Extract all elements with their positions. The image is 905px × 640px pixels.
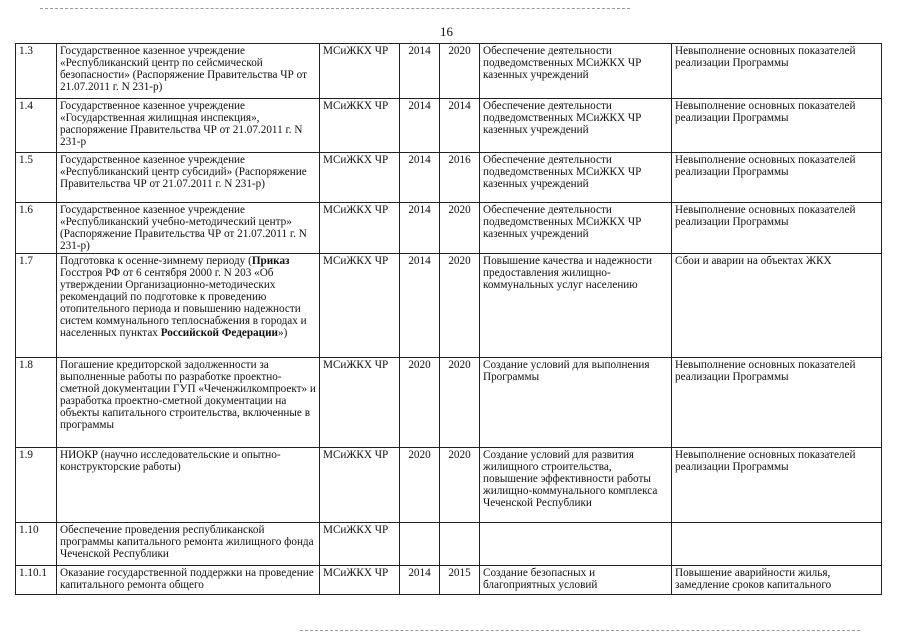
table-row	[16, 566, 882, 595]
consequence: Невыполнение основных показателей реализации Программы	[672, 358, 882, 448]
consequence: Невыполнение основных показателей реализации Программы	[672, 99, 882, 153]
end-year: 2014	[440, 99, 480, 153]
executor: МСиЖКХ ЧР	[320, 358, 400, 448]
table-row	[16, 254, 882, 358]
page-number: 16	[440, 24, 453, 39]
row-number: 1.5	[16, 153, 57, 203]
federation-link-text: Российской Федерации	[160, 327, 278, 339]
executor: МСиЖКХ ЧР	[320, 448, 400, 523]
order-link-text: Приказ	[251, 255, 290, 267]
expected-result: Обеспечение деятельности подведомственных МСиЖКХ ЧР казенных учреждений	[480, 203, 672, 254]
measure-name: Погашение кредиторской задолженности за выполненные работы по разработке проектно-сметной документации ГУП «Чеченжилкомпроект» и разработка проектно-сметной документации на объекты капитального строительства, включенные в программы	[57, 358, 320, 448]
executor: МСиЖКХ ЧР	[320, 203, 400, 254]
row-number: 1.10.1	[16, 566, 57, 595]
measure-name-part: Подготовка к осенне-зимнему периоду (	[60, 255, 252, 267]
measure-name: Государственное казенное учреждение «Республиканский учебно-методический центр» (Распоряжение Правительства ЧР от 21.07.2011 г. N 231-р)	[57, 203, 320, 254]
consequence: Повышение аварийности жилья, замедление сроков капитального	[672, 566, 882, 595]
expected-result: Обеспечение деятельности подведомственных МСиЖКХ ЧР казенных учреждений	[480, 44, 672, 99]
measure-name: НИОКР (научно исследовательские и опытно-конструкторские работы)	[57, 448, 320, 523]
table-row	[16, 523, 882, 566]
executor: МСиЖКХ ЧР	[320, 523, 400, 566]
end-year: 2020	[440, 44, 480, 99]
measure-name: Обеспечение проведения республиканской программы капитального ремонта жилищного фонда Чеченской Республики	[57, 523, 320, 566]
executor: МСиЖКХ ЧР	[320, 566, 400, 595]
program-measures-table	[15, 43, 882, 595]
table-row	[16, 448, 882, 523]
start-year: 2014	[400, 99, 440, 153]
consequence: Невыполнение основных показателей реализации Программы	[672, 153, 882, 203]
start-year: 2014	[400, 203, 440, 254]
expected-result: Обеспечение деятельности подведомственных МСиЖКХ ЧР казенных учреждений	[480, 153, 672, 203]
table-row	[16, 153, 882, 203]
table-row	[16, 44, 882, 99]
start-year: 2014	[400, 44, 440, 99]
measure-name: Оказание государственной поддержки на проведение капитального ремонта общего	[57, 566, 320, 595]
start-year: 2020	[400, 448, 440, 523]
table-row	[16, 203, 882, 254]
executor: МСиЖКХ ЧР	[320, 153, 400, 203]
scan-edge-top	[40, 8, 630, 9]
expected-result: Создание условий для выполнения Программы	[480, 358, 672, 448]
table-row	[16, 99, 882, 153]
end-year: 2015	[440, 566, 480, 595]
row-number: 1.4	[16, 99, 57, 153]
executor: МСиЖКХ ЧР	[320, 99, 400, 153]
end-year: 2020	[440, 448, 480, 523]
table-row	[16, 358, 882, 448]
expected-result: Обеспечение деятельности подведомственных МСиЖКХ ЧР казенных учреждений	[480, 99, 672, 153]
start-year: 2014	[400, 254, 440, 358]
row-number: 1.7	[16, 254, 57, 358]
start-year	[400, 523, 440, 566]
row-number: 1.9	[16, 448, 57, 523]
start-year: 2020	[400, 358, 440, 448]
executor: МСиЖКХ ЧР	[320, 254, 400, 358]
end-year: 2020	[440, 358, 480, 448]
row-number: 1.3	[16, 44, 57, 99]
end-year: 2020	[440, 254, 480, 358]
expected-result: Создание безопасных и благоприятных условий	[480, 566, 672, 595]
end-year	[440, 523, 480, 566]
expected-result: Повышение качества и надежности предоставления жилищно-коммунальных услуг населению	[480, 254, 672, 358]
end-year: 2016	[440, 153, 480, 203]
measure-name: Государственное казенное учреждение «Республиканский центр субсидий» (Распоряжение Правительства ЧР от 21.07.2011 г. N 231-р)	[57, 153, 320, 203]
consequence: Сбои и аварии на объектах ЖКХ	[672, 254, 882, 358]
start-year: 2014	[400, 566, 440, 595]
consequence: Невыполнение основных показателей реализации Программы	[672, 44, 882, 99]
measure-name-part: Госстроя РФ от 6 сентября 2000 г. N 203 «Об утверждении Организационно-методических рекомендаций по подготовке к проведению отопительного периода и повышению надежности систем коммунального теплоснабжения в городах и населенных пунктах	[60, 267, 307, 339]
measure-name	[57, 254, 320, 358]
expected-result: Создание условий для развития жилищного строительства, повышение эффективности работы жилищно-коммунального комплекса Чеченской Республики	[480, 448, 672, 523]
end-year: 2020	[440, 203, 480, 254]
consequence: Невыполнение основных показателей реализации Программы	[672, 203, 882, 254]
row-number: 1.6	[16, 203, 57, 254]
executor: МСиЖКХ ЧР	[320, 44, 400, 99]
measure-name: Государственное казенное учреждение «Республиканский центр по сейсмической безопасности» (Распоряжение Правительства ЧР от 21.07.2011 г. N 231-р)	[57, 44, 320, 99]
row-number: 1.8	[16, 358, 57, 448]
scan-edge-bottom	[300, 630, 860, 631]
row-number: 1.10	[16, 523, 57, 566]
consequence	[672, 523, 882, 566]
expected-result	[480, 523, 672, 566]
start-year: 2014	[400, 153, 440, 203]
consequence: Невыполнение основных показателей реализации Программы	[672, 448, 882, 523]
measure-name-part: »)	[277, 327, 288, 339]
measure-name: Государственное казенное учреждение «Государственная жилищная инспекция», распоряжение Правительства ЧР от 21.07.2011 г. N 231-р	[57, 99, 320, 153]
